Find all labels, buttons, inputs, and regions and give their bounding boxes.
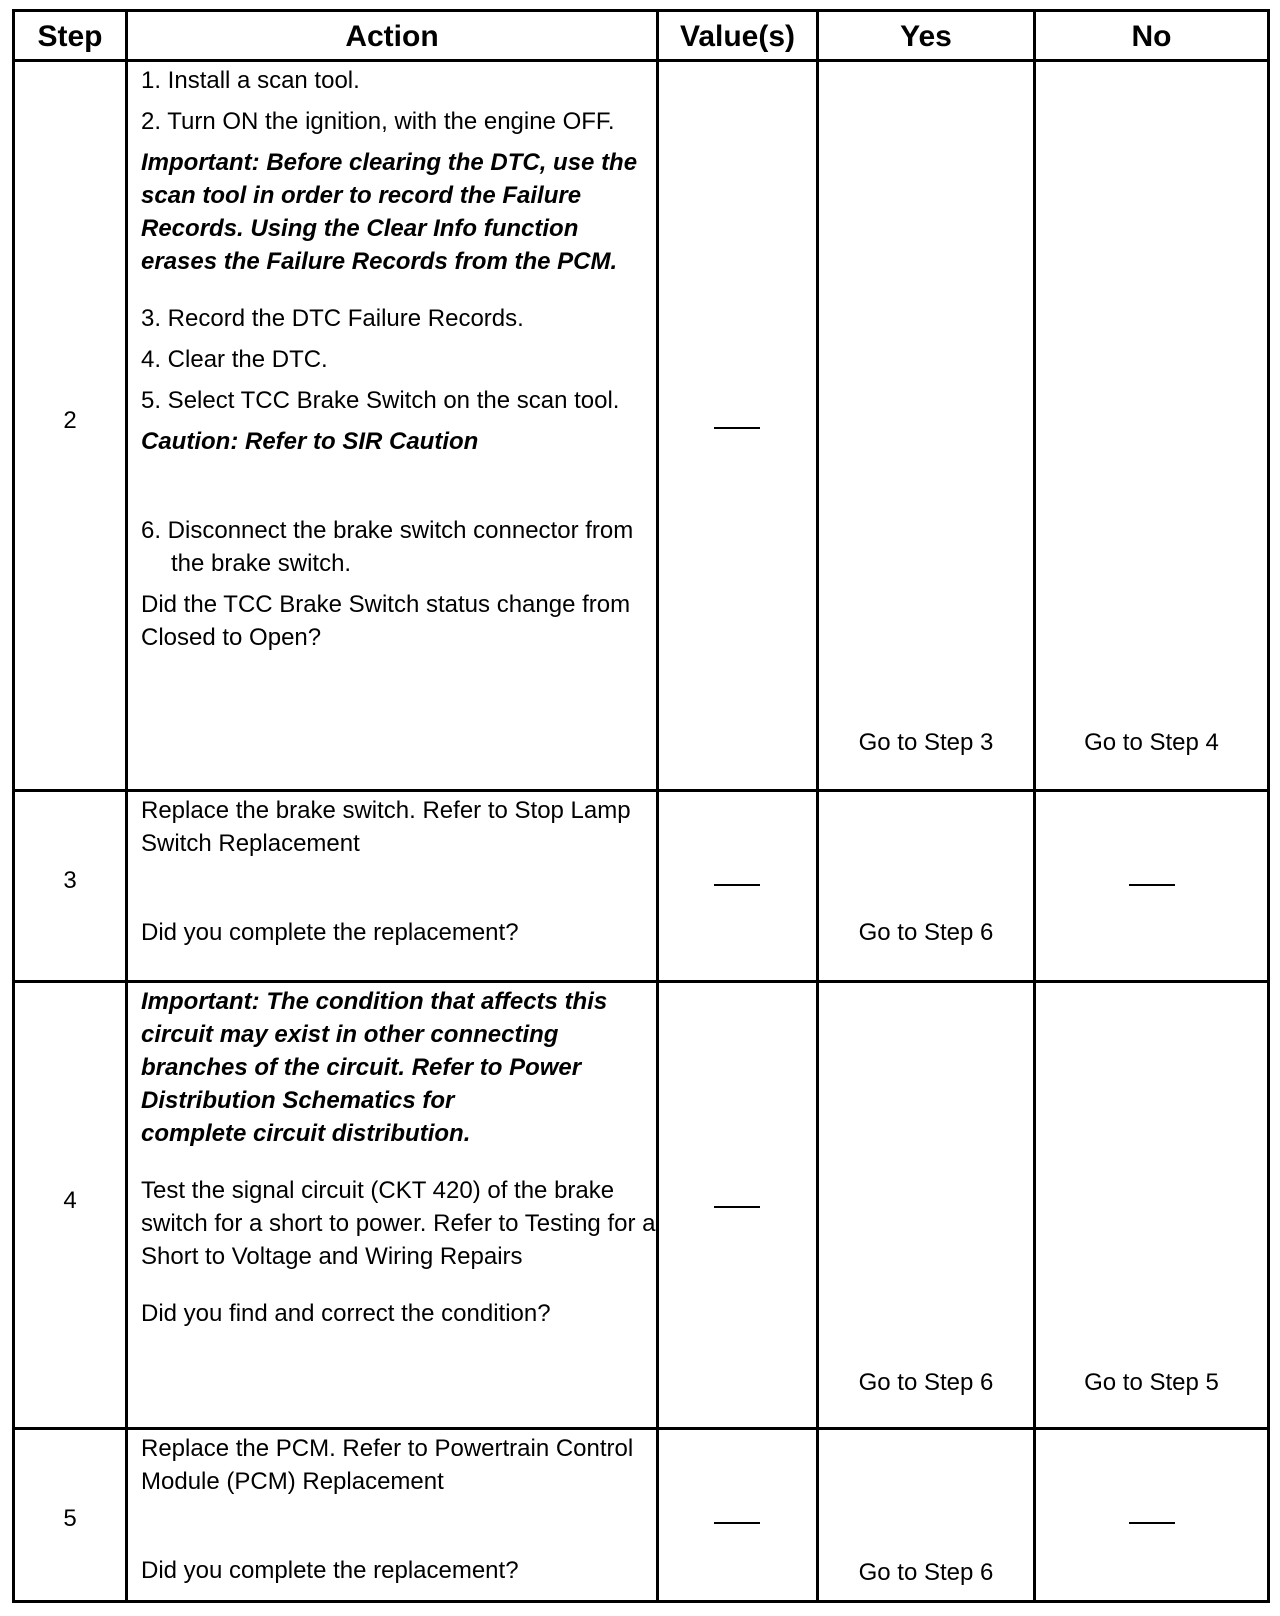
column-divider bbox=[816, 12, 819, 1600]
value-dash bbox=[714, 1522, 760, 1524]
header-no: No bbox=[1131, 20, 1172, 53]
important-note: Important: The condition that affects this circuit may exist in other connecting branches of the circuit. Refer to Power Distribution Schematics for bbox=[141, 988, 608, 1114]
action-step: 6. Disconnect the brake switch connector from the brake switch. bbox=[141, 517, 634, 577]
action-text: Replace the brake switch. Refer to Stop Lamp Switch Replacement bbox=[141, 797, 631, 857]
step-number: 4 bbox=[63, 1187, 77, 1214]
action-question: Did you complete the replacement? bbox=[141, 1557, 519, 1584]
row-divider bbox=[15, 1427, 1267, 1430]
action-question: Did you complete the replacement? bbox=[141, 919, 519, 946]
column-divider bbox=[125, 12, 128, 1600]
action-cell bbox=[141, 64, 661, 654]
value-dash bbox=[714, 427, 760, 429]
row-divider bbox=[15, 789, 1267, 792]
yes-goto: Go to Step 6 bbox=[858, 1369, 994, 1396]
step-number: 5 bbox=[63, 1505, 77, 1532]
action-question: Did the TCC Brake Switch status change from Closed to Open? bbox=[141, 591, 631, 651]
step-number: 3 bbox=[63, 867, 77, 894]
value-dash bbox=[714, 1206, 760, 1208]
row-divider bbox=[15, 980, 1267, 983]
yes-goto: Go to Step 3 bbox=[858, 729, 994, 756]
action-cell bbox=[141, 985, 661, 1330]
action-step: 2. Turn ON the ignition, with the engine OFF. bbox=[141, 108, 615, 135]
no-dash bbox=[1129, 884, 1175, 886]
yes-goto: Go to Step 6 bbox=[858, 919, 994, 946]
value-dash bbox=[714, 884, 760, 886]
important-note: Important: Before clearing the DTC, use the scan tool in order to record the Failure Records. Using the Clear Info function erases the Failure Records from the PCM. bbox=[141, 149, 638, 275]
header-step: Step bbox=[37, 20, 103, 53]
no-goto: Go to Step 4 bbox=[1084, 729, 1219, 756]
diagnostic-table bbox=[12, 9, 1270, 1603]
action-step: 1. Install a scan tool. bbox=[141, 67, 360, 94]
yes-goto: Go to Step 6 bbox=[858, 1559, 994, 1586]
no-dash bbox=[1129, 1522, 1175, 1524]
step-number: 2 bbox=[63, 407, 77, 434]
important-note: complete circuit distribution. bbox=[141, 1120, 471, 1147]
action-step: 5. Select TCC Brake Switch on the scan tool. bbox=[141, 387, 620, 414]
header-action: Action bbox=[345, 20, 439, 53]
caution-note: Caution: Refer to SIR Caution bbox=[141, 428, 479, 455]
header-values: Value(s) bbox=[679, 20, 796, 53]
action-step: 4. Clear the DTC. bbox=[141, 346, 328, 373]
action-cell bbox=[141, 794, 661, 949]
action-text: Replace the PCM. Refer to Powertrain Control Module (PCM) Replacement bbox=[141, 1435, 634, 1495]
action-question: Did you find and correct the condition? bbox=[141, 1300, 551, 1327]
action-cell bbox=[141, 1432, 661, 1587]
no-goto: Go to Step 5 bbox=[1084, 1369, 1219, 1396]
header-yes: Yes bbox=[900, 20, 952, 53]
action-text: Test the signal circuit (CKT 420) of the brake switch for a short to power. Refer to Testing for a Short to Voltage and Wiring Repairs bbox=[141, 1177, 656, 1270]
action-step: 3. Record the DTC Failure Records. bbox=[141, 305, 524, 332]
column-divider bbox=[1033, 12, 1036, 1600]
